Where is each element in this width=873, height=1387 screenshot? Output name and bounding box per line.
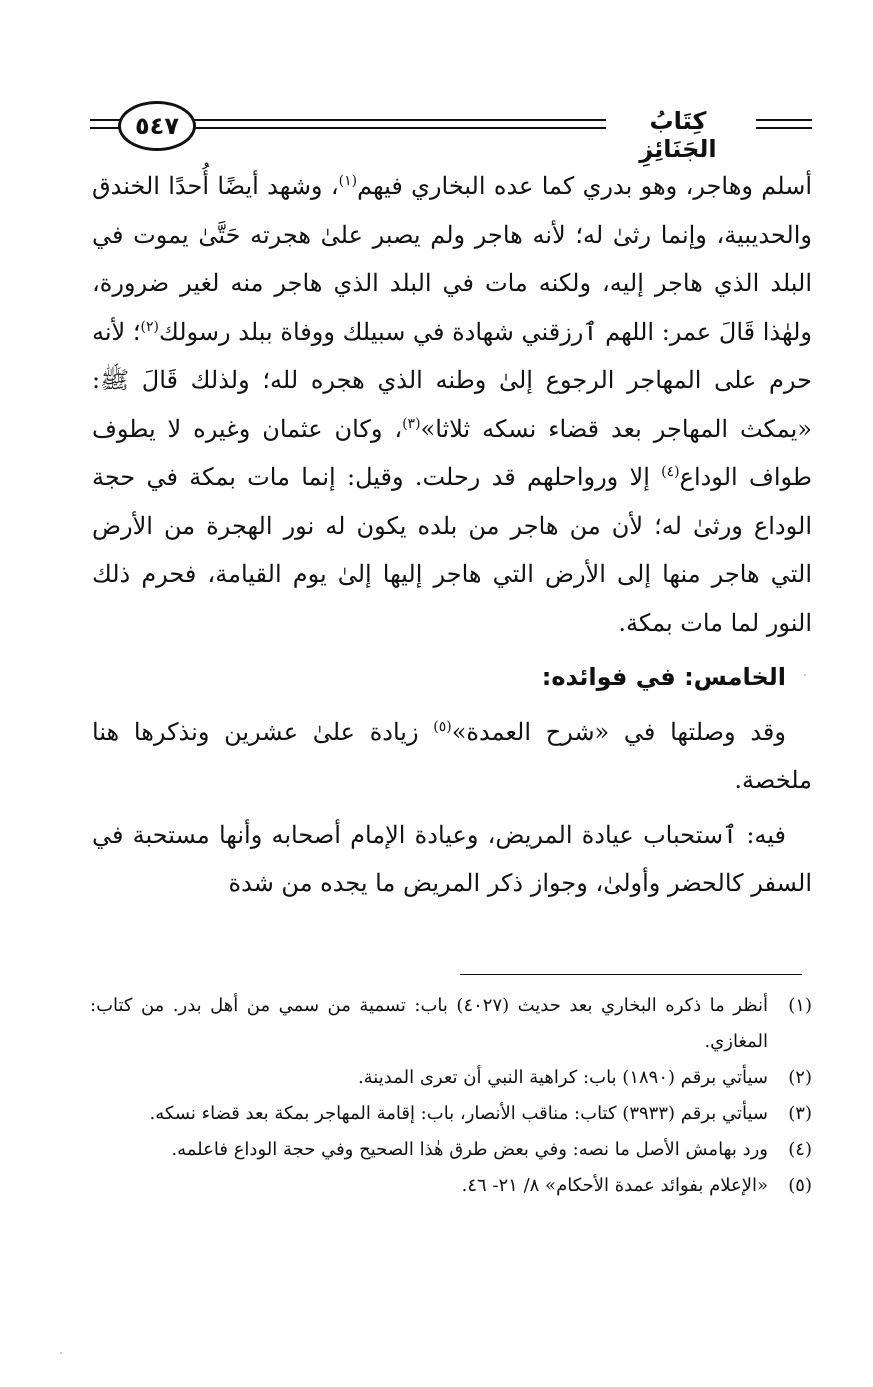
footnote-ref-5: (٥)	[433, 718, 452, 735]
running-title: كِتَابُ الجَنَائِزِ	[639, 107, 717, 163]
page-number: ٥٤٧	[118, 101, 196, 151]
text-run: ، وشهد أيضًا أُحدًا الخندق والحديبية، وإنما رثىٰ له؛ لأنه هاجر ولم يصبر علىٰ هجرته حَتَّىٰ يموت في البلد الذي هاجر إليه، ولكنه مات في البلد الذي هاجر منه لغير ضرورة، ولهٰذا قَالَ عمر: اللهم ٱرزقني شهادة في سبيلك ووفاة ببلد رسولك	[92, 172, 812, 346]
footnote-separator	[460, 974, 802, 975]
text-run: إلا ورواحلهم قد رحلت. وقيل: إنما مات بمكة في حجة الوداع ورثىٰ له؛ لأن من هاجر من بلده يكون له نور الهجرة من الأرض التي هاجر منها إلى الأرض التي هاجر إليها إلىٰ يوم القيامة، فحرم ذلك النور لما مات بمكة.	[92, 463, 812, 637]
text-run: أسلم وهاجر، وهو بدري كما عده البخاري فيهم	[357, 172, 812, 200]
footnote-1	[90, 988, 812, 1060]
footnote-4	[90, 1132, 812, 1168]
footnote-ref-4: (٤)	[661, 464, 680, 480]
footnote-text: ورد بهامش الأصل ما نصه: وفي بعض طرق هٰذا الصحيح وفي حجة الوداع فاعلمه.	[171, 1139, 768, 1160]
paragraph-1	[92, 162, 812, 647]
heading-text: الخامس: في فوائده:	[541, 663, 786, 691]
footnote-text: سيأتي برقم (١٨٩٠) باب: كراهية النبي أن تعرى المدينة.	[357, 1067, 768, 1088]
section-heading	[92, 653, 812, 702]
text-run: زيادة علىٰ عشرين ونذكرها هنا ملخصة.	[92, 717, 812, 794]
footnote-ref-1: (١)	[338, 173, 358, 189]
header-rule-middle	[194, 119, 606, 121]
footnote-ref-3: (٣)	[402, 415, 421, 432]
footnote-text: سيأتي برقم (٣٩٣٣) كتاب: مناقب الأنصار، باب: إقامة المهاجر بمكة بعد قضاء نسكه.	[149, 1103, 768, 1124]
footnote-number: (١)	[788, 995, 812, 1016]
footnotes	[90, 988, 812, 1204]
text-run: وقد وصلتها في «شرح العمدة»	[451, 717, 786, 746]
footnote-number: (٤)	[788, 1139, 812, 1160]
header-rule-middle-2	[194, 127, 606, 129]
paragraph-2	[92, 708, 812, 805]
page-header	[90, 95, 815, 163]
footnote-number: (٢)	[788, 1067, 812, 1088]
footnote-3	[90, 1096, 812, 1132]
main-text	[92, 162, 812, 908]
footnote-number: (٥)	[788, 1175, 812, 1196]
text-run: ، وكان عثمان وغيره لا يطوف طواف الوداع	[92, 414, 812, 491]
footnote-2	[90, 1060, 812, 1096]
footnote-number: (٣)	[788, 1103, 812, 1124]
scan-speck	[60, 1352, 62, 1354]
footnote-ref-2: (٢)	[140, 318, 159, 335]
scan-speck	[804, 674, 806, 676]
footnote-text: «الإعلام بفوائد عمدة الأحكام» ٨/ ٢١- ٤٦.	[461, 1175, 768, 1196]
header-rule-right	[756, 119, 812, 121]
text-run: ؛ لأنه حرم على المهاجر الرجوع إلىٰ وطنه الذي هجره لله؛ ولذلك قَالَ ﷺ: «يمكث المهاجر بعد قضاء نسكه ثلاثا»	[92, 317, 813, 443]
footnote-5	[90, 1168, 812, 1204]
paragraph-3: فيه: ٱستحباب عيادة المريض، وعيادة الإمام أصحابه وأنها مستحبة في السفر كالحضر وأولىٰ، وجواز ذكر المريض ما يجده من شدة	[92, 820, 812, 897]
header-rule-right-2	[756, 127, 812, 129]
footnote-text: أنظر ما ذكره البخاري بعد حديث (٤٠٢٧) باب: تسمية من سمي من أهل بدر. من كتاب: المغازي.	[90, 995, 769, 1052]
